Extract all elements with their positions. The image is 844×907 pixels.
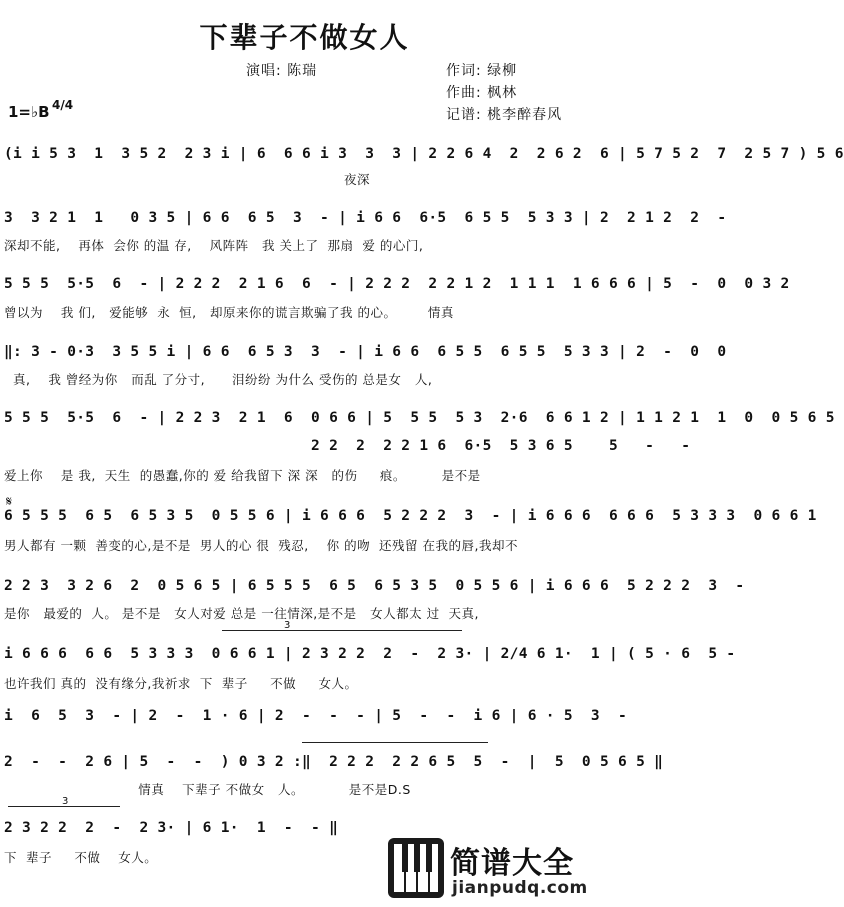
- score-row-6-notes: 6 5 5 5 6 5 6 5 3 5 0 5 5 6 | i 6 6 6 5 2 2 2 3 - | i 6 6 6 6 6 6 5 3 3 3 0 6 6 1: [4, 508, 817, 524]
- score-row-9-notes: i 6 5 3 - | 2 - 1 · 6 | 2 - - - | 5 - - i 6 | 6 · 5 3 -: [4, 708, 628, 724]
- score-row-11-lyrics: 下 辈子 不做 女人。: [4, 850, 158, 865]
- score-row-10-notes: 2 - - 2 6 | 5 - - ) 0 3 2 :‖ 2 2 2 2 2 6 5 5 - | 5 0 5 6 5 ‖: [4, 754, 664, 770]
- score-row-5-notes: 5 5 5 5·5 6 - | 2 2 3 2 1 6 0 6 6 | 5 5 5 5 3 2·6 6 6 1 2 | 1 1 2 1 1 0 0 5 6 5: [4, 410, 835, 426]
- triplet-bracket-1: [222, 630, 462, 631]
- score-row-1-notes: (i i 5 3 1 3 5 2 2 3 i | 6 6 6 i 3 3 3 | 2 2 6 4 2 2 6 2 6 | 5 7 5 2 7 2 5 7 ) 5 6: [4, 146, 844, 162]
- triplet-number-1: 3: [284, 620, 291, 631]
- key-signature: 1=♭B: [8, 103, 50, 121]
- logo-name: 简谱大全: [450, 846, 574, 881]
- score-row-6-lyrics: 男人都有 一颗 善变的心,是不是 男人的心 很 残忍, 你 的吻 还残留 在我的唇,我却不: [4, 538, 518, 553]
- score-row-5-harmony-notes: 2 2 2 2 2 1 6 6·5 5 3 6 5 5 - -: [4, 438, 691, 454]
- segno-mark: 𝄋: [6, 494, 13, 510]
- time-signature: 4/4: [52, 98, 74, 112]
- score-row-10-lyrics: 情真 下辈子 不做女 人。 是不是D.S: [4, 782, 411, 797]
- score-row-4-notes: ‖: 3 - 0·3 3 5 5 i | 6 6 6 5 3 3 - | i 6 6 6 5 5 6 5 5 5 3 3 | 2 - 0 0: [4, 344, 727, 360]
- volta-bracket: [302, 742, 488, 743]
- lyricist-credit: 作词: 绿柳: [446, 63, 518, 79]
- transcriber-credit: 记谱: 桃李醉春风: [446, 107, 563, 123]
- score-row-7-notes: 2 2 3 3 2 6 2 0 5 6 5 | 6 5 5 5 6 5 6 5 3 5 0 5 5 6 | i 6 6 6 5 2 2 2 3 -: [4, 578, 745, 594]
- piano-icon: [388, 838, 444, 898]
- score-row-3-lyrics: 曾以为 我 们, 爱能够 永 恒, 却原来你的谎言欺骗了我 的心。 情真: [4, 305, 454, 320]
- score-row-5-lyrics: 爱上你 是 我, 天生 的愚蠢,你的 爱 给我留下 深 深 的伤 痕。 是不是: [4, 468, 481, 483]
- score-row-3-notes: 5 5 5 5·5 6 - | 2 2 2 2 1 6 6 - | 2 2 2 2 2 1 2 1 1 1 1 6 6 6 | 5 - 0 0 3 2: [4, 276, 790, 292]
- score-row-4-lyrics: 真, 我 曾经为你 而乱 了分寸, 泪纷纷 为什么 受伤的 总是女 人,: [4, 372, 433, 387]
- triplet-number-2: 3: [62, 796, 69, 807]
- site-logo: [388, 838, 603, 902]
- score-row-1-lyrics: 夜深: [4, 172, 370, 187]
- score-row-11-notes: 2 3 2 2 2 - 2 3· | 6 1· 1 - - ‖: [4, 820, 339, 836]
- score-row-8-lyrics: 也许我们 真的 没有缘分,我祈求 下 辈子 不做 女人。: [4, 676, 358, 691]
- score-row-8-notes: i 6 6 6 6 6 5 3 3 3 0 6 6 1 | 2 3 2 2 2 - 2 3· | 2/4 6 1· 1 | ( 5 · 6 5 -: [4, 646, 736, 662]
- logo-url: jianpudq.com: [452, 878, 588, 898]
- singer-credit: 演唱: 陈瑞: [246, 63, 318, 79]
- song-title: 下辈子不做女人: [199, 21, 410, 54]
- score-row-7-lyrics: 是你 最爱的 人。 是不是 女人对爱 总是 一往情深,是不是 女人都太 过 天真,: [4, 606, 479, 621]
- composer-credit: 作曲: 枫林: [446, 85, 518, 101]
- score-row-2-lyrics: 深却不能, 再体 会你 的温 存, 风阵阵 我 关上了 那扇 爱 的心门,: [4, 238, 424, 253]
- score-row-2-notes: 3 3 2 1 1 0 3 5 | 6 6 6 5 3 - | i 6 6 6·5 6 5 5 5 3 3 | 2 2 1 2 2 -: [4, 210, 727, 226]
